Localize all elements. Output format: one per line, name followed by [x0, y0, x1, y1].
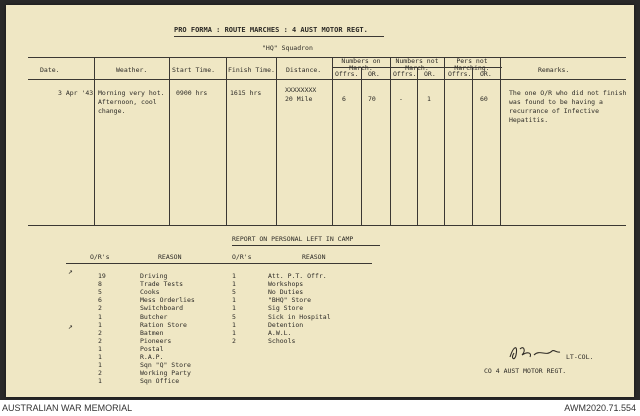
left-item-reason: Sqn "Q" Store — [140, 361, 191, 370]
right-item-count: 1 — [232, 280, 236, 289]
table-header-rule — [28, 79, 626, 80]
row-start-time: 0900 hrs — [176, 89, 208, 97]
col-rule — [332, 57, 333, 225]
col-rule — [226, 57, 227, 225]
row-distance: 20 Mile — [285, 95, 313, 103]
row-remarks-line: recurrance of Infective — [509, 107, 600, 115]
left-item-reason: Cooks — [140, 288, 160, 297]
col-offrs-header: Offrs. — [448, 70, 472, 78]
col-rule — [417, 68, 418, 225]
left-item-reason: Ration Store — [140, 320, 187, 329]
right-item-count: 5 — [232, 312, 236, 321]
left-item-reason: Sqn Office — [140, 377, 180, 386]
col-rule — [444, 57, 445, 225]
left-item-count: 1 — [98, 320, 102, 329]
left-item-count: 1 — [98, 353, 102, 361]
table-bottom-rule — [28, 225, 626, 226]
left-item-reason: Trade Tests — [140, 280, 184, 289]
right-item-count: 1 — [232, 320, 236, 329]
col-rule — [472, 68, 473, 225]
row-distance-struck: XXXXXXXX — [285, 86, 317, 94]
row-on-ors: 70 — [368, 95, 376, 103]
col-start-header: Start Time. — [172, 66, 216, 74]
right-item-reason: Workshops — [268, 280, 304, 289]
right-item-reason: Sick in Hospital — [268, 312, 331, 321]
left-item-count: 8 — [98, 280, 102, 289]
report-title-underline — [232, 245, 380, 246]
left-item-reason: Mess Orderlies — [140, 296, 195, 305]
right-item-count: 1 — [232, 328, 236, 337]
row-remarks-line: Hepatitis. — [509, 116, 549, 124]
report-col-reason: REASON — [158, 253, 182, 261]
col-weather-header: Weather. — [116, 66, 148, 74]
col-ors-header: OR. — [480, 70, 492, 78]
right-item-reason: Att. P.T. Offr. — [268, 272, 327, 280]
left-item-count: 1 — [98, 361, 102, 370]
row-on-offrs: 6 — [342, 95, 346, 103]
left-item-count: 2 — [98, 328, 102, 337]
right-item-count: 5 — [232, 288, 236, 297]
col-not-march-header: Numbers not March. — [395, 57, 439, 73]
col-distance-header: Distance. — [286, 66, 322, 74]
right-item-reason: Sig Store — [268, 304, 304, 313]
right-item-count: 2 — [232, 336, 236, 345]
left-item-reason: Switchboard — [140, 304, 184, 313]
right-item-reason: Detention — [268, 320, 304, 329]
right-item-reason: A.W.L. — [268, 328, 292, 337]
col-rule — [390, 57, 391, 225]
left-item-reason: Batmen — [140, 328, 164, 337]
tick-mark-icon: ↗ — [68, 267, 73, 276]
col-rule — [500, 57, 501, 225]
left-item-count: 1 — [98, 344, 102, 353]
tick-mark-icon: ↗ — [68, 322, 73, 331]
right-item-count: 1 — [232, 304, 236, 313]
left-item-reason: Driving — [140, 272, 168, 280]
report-col-reason: REASON — [302, 253, 326, 261]
footer-bar — [0, 400, 640, 416]
left-item-reason: Postal — [140, 344, 164, 353]
col-offrs-header: Offrs. — [393, 70, 417, 78]
right-item-reason: Schools — [268, 336, 296, 345]
left-item-count: 19 — [98, 272, 106, 280]
document-sheet — [6, 5, 634, 397]
left-item-count: 5 — [98, 288, 102, 297]
row-pers-ors: 60 — [480, 95, 488, 103]
col-date-header: Date. — [40, 66, 60, 74]
report-col-ors: O/R's — [232, 253, 252, 261]
left-item-reason: Working Party — [140, 369, 191, 378]
row-weather-line: change. — [98, 107, 126, 115]
signature-rank: LT-COL. — [566, 353, 594, 361]
col-rule — [94, 57, 95, 225]
row-weather-line: Afternoon, cool — [98, 98, 157, 106]
footer-source: AUSTRALIAN WAR MEMORIAL — [2, 403, 133, 413]
squadron-label: "HQ" Squadron — [262, 44, 313, 52]
signature-title: CO 4 AUST MOTOR REGT. — [484, 367, 567, 375]
col-ors-header: OR. — [424, 70, 436, 78]
table-top-rule — [28, 57, 626, 58]
document-title: PRO FORMA : ROUTE MARCHES : 4 AUST MOTOR REGT. — [174, 26, 368, 34]
col-rule — [361, 68, 362, 225]
col-offrs-header: Offrs. — [335, 70, 359, 78]
col-ors-header: OR. — [368, 70, 380, 78]
right-item-count: 1 — [232, 296, 236, 305]
row-not-ors: 1 — [427, 95, 431, 103]
report-col-ors: O/R's — [90, 253, 110, 261]
left-item-count: 2 — [98, 336, 102, 345]
row-date: 3 Apr '43 — [58, 89, 94, 97]
footer-accession: AWM2020.71.554 — [564, 403, 636, 413]
report-header-rule — [66, 263, 372, 264]
row-weather-line: Morning very hot. — [98, 89, 165, 97]
left-item-count: 2 — [98, 369, 102, 378]
left-item-reason: Butcher — [140, 312, 168, 321]
left-item-count: 2 — [98, 304, 102, 313]
right-item-reason: "BHQ" Store — [268, 296, 312, 305]
col-rule — [276, 57, 277, 225]
left-item-reason: Pioneers — [140, 336, 172, 345]
row-remarks-line: was found to be having a — [509, 98, 603, 106]
left-item-count: 1 — [98, 377, 102, 386]
col-on-march-header: Numbers on March. — [341, 57, 381, 73]
right-item-reason: No Duties — [268, 288, 304, 297]
report-title: REPORT ON PERSONAL LEFT IN CAMP — [232, 235, 354, 243]
col-remarks-header: Remarks. — [538, 66, 570, 74]
row-not-offrs: - — [399, 95, 403, 103]
row-remarks-line: The one O/R who did not finish — [509, 89, 627, 97]
left-item-count: 1 — [98, 312, 102, 321]
col-finish-header: Finish Time. — [228, 66, 275, 74]
left-item-count: 6 — [98, 296, 102, 305]
signature-icon — [506, 343, 562, 363]
title-underline — [174, 36, 384, 37]
row-finish-time: 1615 hrs — [230, 89, 262, 97]
col-pers-not-header: Pers not Marching. — [454, 57, 490, 73]
left-item-reason: R.A.P. — [140, 353, 164, 361]
right-item-count: 1 — [232, 272, 236, 280]
col-rule — [169, 57, 170, 225]
